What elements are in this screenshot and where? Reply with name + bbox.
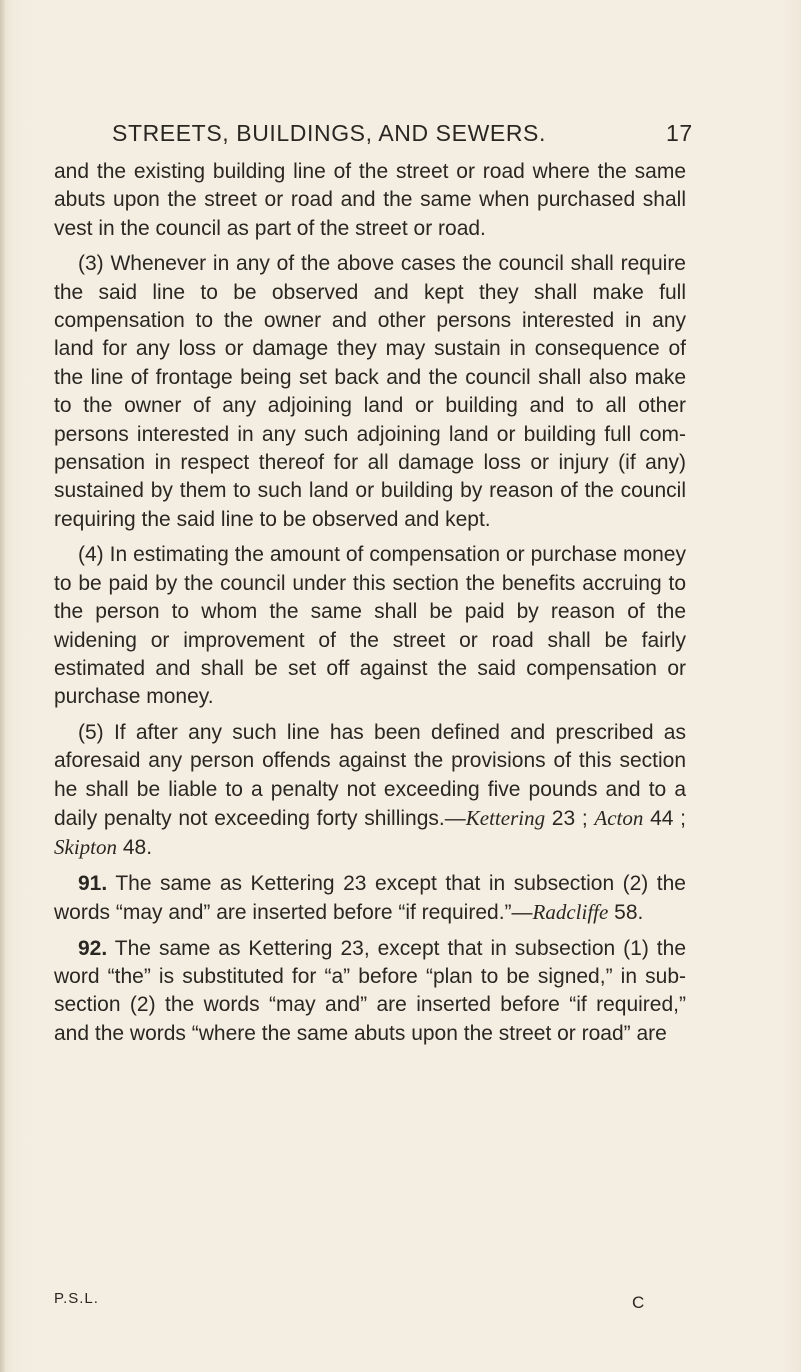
paragraph-subsection-3 [54,250,686,534]
paragraph-text: (5) If after any such line has been defined and prescribed as aforesaid any person offends against the provisions of this section he shall be liable to a penalty not exceeding five pounds and to a daily penalty not exceeding forty shillings.— [54,720,686,830]
paragraph-subsection-4 [54,541,686,711]
citation-number: 48. [117,836,153,860]
citation-number: 44 ; [643,806,686,830]
citation-number: 58. [608,901,644,925]
running-title: STREETS, BUILDINGS, AND SEWERS. [112,120,546,146]
section-number: 91. [78,871,108,895]
paragraph-continuation [54,158,686,243]
paragraph-section-91 [54,870,686,928]
citation-acton: Acton [594,805,644,830]
paragraph-text: (4) In estimating the amount of compensation or purchase money to be paid by the council under this section the benefits accruing to the person to whom the same shall be paid by reason of the widening or improvement of the street or road shall be fairly estimated and shall be set off against the said compensation or purchase money. [54,543,686,709]
paragraph-text: and the existing building line of the street or road where the same abuts upon the street or road and the same when purchased shall vest in the council as part of the street or road. [54,160,686,240]
citation-kettering: Kettering [465,805,546,830]
page-body [54,158,686,1055]
running-header [112,116,712,150]
citation-number: 23 ; [545,806,595,830]
paragraph-text: The same as Kettering 23 except that in subsection (2) the words “may and” are inserted before “if required.”— [54,871,686,925]
section-number: 92. [78,936,108,960]
paragraph-section-92 [54,935,686,1049]
paragraph-text: (3) Whenever in any of the above cases the council shall require the said line to be observed and kept they shall make full compensation to the owner and other persons interested in any land for any loss or damage they may sustain in consequence of the line of frontage being set back and the council shall also make to the owner of any adjoining land or building and to all other persons interested in any such adjoining land or building full compensation in respect thereof for all damage loss or injury (if any) sustained by them to such land or building by reason of the council requiring the said line to be observed and kept. [54,252,686,531]
citation-skipton: Skipton [54,835,117,860]
paragraph-text: The same as Kettering 23, except that in subsection (1) the word “the” is substituted for “a” before “plan to be signed,” in sub-section (2) the words “may and” are inserted before “if required,” and the words “where the same abuts upon the street or road” are [54,936,686,1045]
gathering-letter: C [632,1293,645,1312]
citation-radcliffe: Radcliffe [532,900,609,925]
page-number: 17 [666,120,693,146]
printer-signature: P.S.L. [54,1290,99,1307]
page-footer [54,1286,686,1312]
page-spine-shadow [0,0,6,1372]
paragraph-subsection-5 [54,719,686,863]
